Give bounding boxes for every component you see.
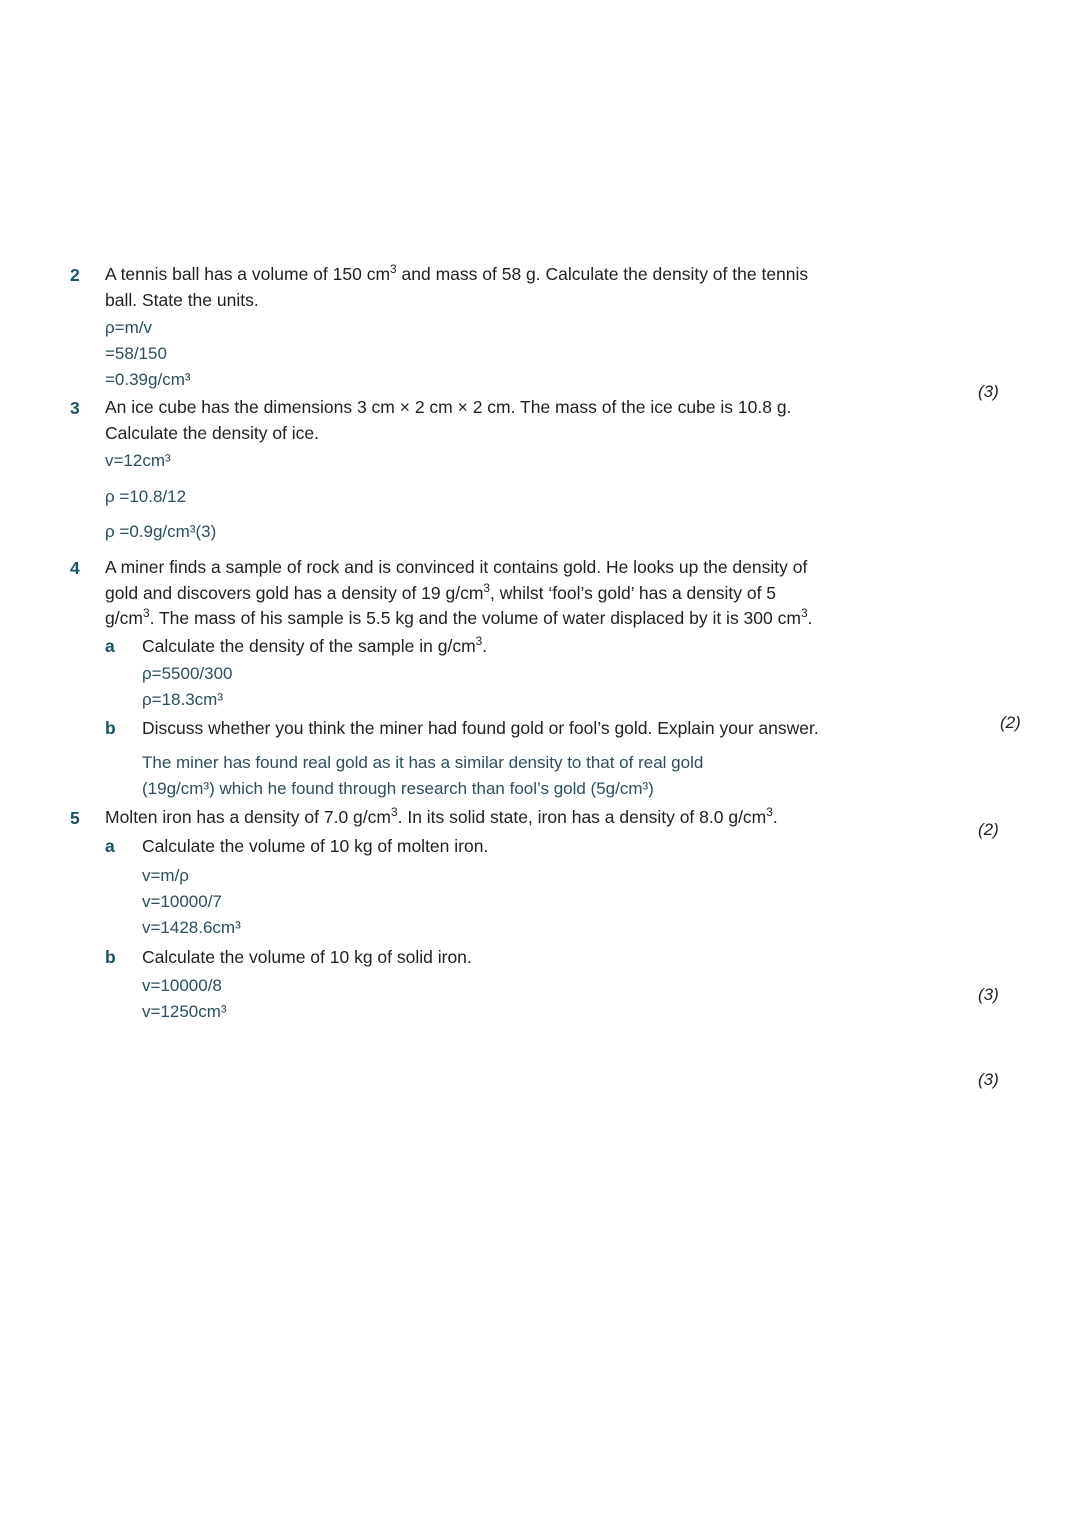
question-3-number: 3 [70, 398, 80, 418]
question-4b-text: Discuss whether you think the miner had found gold or fool’s gold. Explain your answer. [142, 718, 819, 738]
marks-q2: (3) [978, 382, 999, 401]
answer-line: =58/150 [105, 344, 167, 363]
superscript-3: 3 [390, 804, 398, 819]
marks-q5a: (3) [978, 985, 999, 1004]
superscript-3: 3 [800, 606, 808, 621]
question-5b-text: Calculate the volume of 10 kg of solid iron. [142, 946, 472, 967]
superscript-3: 3 [142, 606, 150, 621]
answer-line: ρ=m/v [105, 318, 152, 337]
question-2-number: 2 [70, 265, 80, 285]
superscript-3: 3 [390, 262, 397, 277]
question-3-answer [105, 448, 825, 545]
question-2-answer [105, 315, 825, 392]
question-5b-answer [142, 973, 825, 1024]
question-4b [105, 716, 825, 801]
question-4a-label: a [105, 635, 115, 656]
answer-line: The miner has found real gold as it has a similar density to that of real gold [142, 752, 704, 772]
question-2-text: A tennis ball has a volume of 150 $cm^3$ and mass of 58 g. Calculate the density of the tennis ball. State the units. [105, 262, 809, 310]
question-5-number: 5 [70, 807, 80, 828]
question-5b-label: b [105, 946, 116, 967]
question-5a-label: a [105, 836, 115, 856]
answer-line: v=1428.6cm³ [142, 917, 241, 937]
superscript-3: 3 [483, 580, 491, 595]
answer-line: ρ =10.8/12 [105, 487, 187, 506]
question-3-text: An ice cube has the dimensions 3 cm × 2 cm × 2 cm. The mass of the ice cube is 10.8 g. Calculate the density of ice. [105, 397, 792, 443]
answer-line: ρ=18.3cm³ [142, 690, 224, 709]
marks-q4b: (2) [978, 820, 999, 839]
answer-line: =0.39g/cm³ [105, 370, 191, 389]
answer-line: v=12cm³ [105, 451, 171, 470]
answer-line: v=1250cm³ [142, 1002, 227, 1021]
marks-q4a: (2) [1000, 713, 1021, 732]
superscript-3: 3 [766, 804, 773, 819]
answer-line: v=m/ρ [142, 865, 189, 885]
question-4b-answer [142, 750, 825, 801]
question-5 [70, 805, 1020, 1025]
superscript-3: 3 [475, 633, 483, 648]
question-2 [70, 262, 1020, 392]
question-5b [105, 945, 825, 1025]
question-4a-answer [142, 661, 825, 712]
question-5-body [105, 805, 825, 1025]
question-3-body [105, 395, 825, 545]
answer-line: ρ =0.9g/cm³(3) [105, 522, 217, 541]
question-4a-body [142, 634, 825, 713]
question-5a-body [142, 834, 825, 940]
question-4-number: 4 [70, 558, 80, 578]
question-5b-body [142, 945, 825, 1025]
question-4a-text: Calculate the density of the sample in $g/cm^3$. [142, 633, 488, 656]
question-5-text: Molten iron has a density of 7.0 $g/cm^3$. In its solid state, iron has a density of 8.0 $g/cm^3$. [105, 804, 778, 827]
question-4a [105, 634, 825, 713]
question-5a-answer [142, 863, 825, 940]
question-4b-body [142, 716, 825, 801]
question-4b-label: b [105, 718, 116, 738]
answer-line: v=10000/7 [142, 891, 222, 911]
answer-line: v=10000/8 [142, 976, 222, 995]
question-3 [70, 395, 1020, 545]
question-2-body [105, 262, 825, 392]
question-4-body [105, 555, 825, 801]
question-4 [70, 555, 1020, 801]
question-5a-text: Calculate the volume of 10 kg of molten iron. [142, 836, 489, 856]
question-5a [105, 834, 825, 940]
marks-q5b: (3) [978, 1070, 999, 1089]
answer-line: (19g/cm³) which he found through research than fool’s gold (5g/cm³) [142, 778, 654, 798]
question-4-text: A miner finds a sample of rock and is convinced it contains gold. He looks up the density of gold and discovers gold has a density of 19 $g/cm^3$, whilst ‘fool’s gold’ has a density of 5 $g/cm^3$. The mass of his sample is 5.5 kg and the volume of water displaced by it is 300 $cm^3$. [105, 557, 813, 628]
answer-line: ρ=5500/300 [142, 664, 233, 683]
